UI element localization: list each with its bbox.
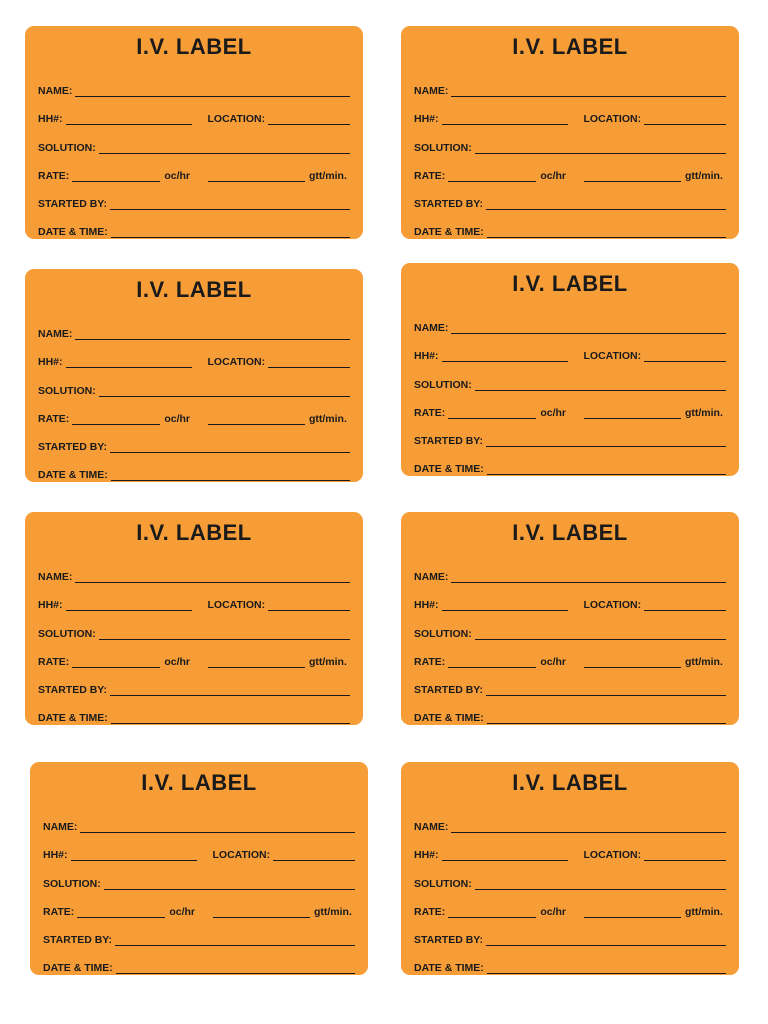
location-blank: [644, 114, 726, 125]
hh-blank: [442, 114, 568, 125]
hh-location-row: [414, 583, 726, 611]
iv-label-3: [25, 269, 363, 482]
iv-label-4: [401, 263, 739, 476]
solution-label: SOLUTION:: [414, 141, 472, 154]
solution-blank: [99, 629, 350, 640]
hh-blank: [66, 114, 192, 125]
name-label: NAME:: [414, 85, 449, 98]
started-by-row: [414, 182, 726, 210]
hh-location-row: [414, 97, 726, 125]
label-fields: [38, 555, 350, 724]
rate-cchr-blank: [448, 171, 536, 182]
iv-label-5: [25, 512, 363, 725]
name-blank: [75, 86, 350, 97]
name-row: [414, 555, 726, 583]
name-label: NAME:: [38, 85, 73, 98]
date-time-label: DATE & TIME:: [414, 463, 484, 476]
date-time-row: [414, 946, 726, 974]
hh-label: HH#:: [414, 849, 439, 862]
name-blank: [80, 822, 355, 833]
label-title: I.V. LABEL: [512, 34, 628, 59]
rate-row: [414, 890, 726, 918]
rate-gtt-blank: [208, 657, 305, 668]
name-row: [414, 306, 726, 334]
unit-cchr: oc/hr: [164, 169, 190, 182]
name-label: NAME:: [414, 571, 449, 584]
started-by-row: [414, 419, 726, 447]
solution-blank: [475, 879, 726, 890]
iv-label-8: [401, 762, 739, 975]
label-fields: [43, 805, 355, 974]
rate-cchr-blank: [72, 171, 160, 182]
hh-location-row: [414, 334, 726, 362]
solution-row: [414, 362, 726, 390]
unit-gtt: gtt/min.: [308, 655, 347, 668]
name-blank: [451, 822, 726, 833]
hh-label: HH#:: [414, 599, 439, 612]
rate-gtt-blank: [208, 414, 305, 425]
hh-label: HH#:: [38, 356, 63, 369]
date-time-row: [38, 453, 350, 481]
rate-gtt-blank: [584, 907, 681, 918]
date-time-row: [414, 696, 726, 724]
date-time-row: [38, 696, 350, 724]
hh-label: HH#:: [38, 599, 63, 612]
rate-label: RATE:: [414, 655, 446, 668]
name-label: NAME:: [38, 328, 73, 341]
name-row: [43, 805, 355, 833]
hh-blank: [66, 357, 192, 368]
date-time-blank: [487, 713, 726, 724]
started-by-blank: [486, 199, 726, 210]
unit-gtt: gtt/min.: [684, 905, 723, 918]
location-blank: [644, 850, 726, 861]
started-by-label: STARTED BY:: [414, 197, 484, 210]
label-fields: [414, 69, 726, 238]
solution-row: [43, 861, 355, 889]
rate-cchr-blank: [448, 657, 536, 668]
date-time-blank: [111, 713, 350, 724]
started-by-blank: [110, 685, 350, 696]
rate-cchr-blank: [77, 907, 165, 918]
solution-blank: [99, 386, 350, 397]
hh-location-row: [38, 97, 350, 125]
rate-gtt-blank: [584, 657, 681, 668]
started-by-row: [43, 918, 355, 946]
location-label: LOCATION:: [583, 599, 642, 612]
name-label: NAME:: [43, 821, 78, 834]
name-row: [38, 312, 350, 340]
unit-cchr: oc/hr: [164, 412, 190, 425]
label-title: I.V. LABEL: [512, 770, 628, 795]
name-row: [414, 805, 726, 833]
name-row: [38, 555, 350, 583]
name-blank: [75, 572, 350, 583]
solution-label: SOLUTION:: [38, 627, 96, 640]
started-by-blank: [110, 199, 350, 210]
rate-label: RATE:: [414, 169, 446, 182]
solution-row: [38, 125, 350, 153]
started-by-row: [38, 425, 350, 453]
date-time-row: [43, 946, 355, 974]
started-by-blank: [486, 935, 726, 946]
label-fields: [38, 69, 350, 238]
started-by-row: [414, 918, 726, 946]
rate-row: [414, 391, 726, 419]
date-time-label: DATE & TIME:: [43, 962, 113, 975]
unit-gtt: gtt/min.: [684, 655, 723, 668]
location-label: LOCATION:: [207, 599, 266, 612]
rate-cchr-blank: [448, 408, 536, 419]
location-blank: [268, 114, 350, 125]
unit-gtt: gtt/min.: [684, 406, 723, 419]
solution-label: SOLUTION:: [38, 384, 96, 397]
location-blank: [644, 351, 726, 362]
location-label: LOCATION:: [583, 350, 642, 363]
date-time-row: [414, 210, 726, 238]
unit-gtt: gtt/min.: [308, 412, 347, 425]
rate-label: RATE:: [38, 412, 70, 425]
rate-cchr-blank: [72, 414, 160, 425]
hh-blank: [66, 600, 192, 611]
label-fields: [414, 555, 726, 724]
date-time-blank: [487, 227, 726, 238]
rate-cchr-blank: [448, 907, 536, 918]
started-by-blank: [110, 442, 350, 453]
hh-blank: [442, 351, 568, 362]
rate-gtt-blank: [584, 408, 681, 419]
solution-row: [414, 125, 726, 153]
rate-cchr-blank: [72, 657, 160, 668]
location-label: LOCATION:: [207, 113, 266, 126]
date-time-label: DATE & TIME:: [414, 712, 484, 725]
name-blank: [451, 323, 726, 334]
iv-label-6: [401, 512, 739, 725]
date-time-blank: [487, 464, 726, 475]
iv-label-2: [401, 26, 739, 239]
date-time-blank: [487, 963, 726, 974]
rate-row: [38, 640, 350, 668]
rate-row: [38, 397, 350, 425]
unit-gtt: gtt/min.: [308, 169, 347, 182]
date-time-blank: [116, 963, 355, 974]
started-by-label: STARTED BY:: [38, 440, 108, 453]
rate-label: RATE:: [414, 406, 446, 419]
location-blank: [273, 850, 355, 861]
hh-label: HH#:: [38, 113, 63, 126]
solution-label: SOLUTION:: [414, 877, 472, 890]
solution-blank: [104, 879, 355, 890]
solution-blank: [99, 143, 350, 154]
hh-blank: [71, 850, 197, 861]
solution-blank: [475, 380, 726, 391]
hh-label: HH#:: [43, 849, 68, 862]
solution-blank: [475, 629, 726, 640]
date-time-blank: [111, 227, 350, 238]
unit-cchr: oc/hr: [540, 406, 566, 419]
hh-location-row: [38, 583, 350, 611]
unit-cchr: oc/hr: [164, 655, 190, 668]
started-by-label: STARTED BY:: [414, 683, 484, 696]
rate-row: [414, 640, 726, 668]
started-by-row: [38, 182, 350, 210]
date-time-label: DATE & TIME:: [38, 469, 108, 482]
date-time-row: [414, 447, 726, 475]
unit-cchr: oc/hr: [540, 169, 566, 182]
location-blank: [268, 357, 350, 368]
name-label: NAME:: [414, 821, 449, 834]
location-label: LOCATION:: [583, 113, 642, 126]
solution-label: SOLUTION:: [414, 627, 472, 640]
name-row: [414, 69, 726, 97]
hh-blank: [442, 850, 568, 861]
unit-gtt: gtt/min.: [684, 169, 723, 182]
name-row: [38, 69, 350, 97]
started-by-label: STARTED BY:: [38, 197, 108, 210]
date-time-blank: [111, 470, 350, 481]
label-title: I.V. LABEL: [512, 271, 628, 296]
label-title: I.V. LABEL: [136, 520, 252, 545]
label-fields: [414, 306, 726, 475]
solution-label: SOLUTION:: [414, 378, 472, 391]
rate-row: [38, 154, 350, 182]
rate-row: [43, 890, 355, 918]
label-title: I.V. LABEL: [136, 34, 252, 59]
hh-blank: [442, 600, 568, 611]
started-by-blank: [486, 685, 726, 696]
name-blank: [451, 572, 726, 583]
unit-cchr: oc/hr: [540, 905, 566, 918]
unit-cchr: oc/hr: [540, 655, 566, 668]
hh-location-row: [43, 833, 355, 861]
location-label: LOCATION:: [207, 356, 266, 369]
started-by-label: STARTED BY:: [43, 933, 113, 946]
started-by-label: STARTED BY:: [414, 434, 484, 447]
solution-row: [38, 368, 350, 396]
started-by-label: STARTED BY:: [38, 683, 108, 696]
solution-label: SOLUTION:: [38, 141, 96, 154]
label-title: I.V. LABEL: [512, 520, 628, 545]
name-blank: [451, 86, 726, 97]
rate-label: RATE:: [38, 655, 70, 668]
hh-location-row: [414, 833, 726, 861]
name-label: NAME:: [38, 571, 73, 584]
location-label: LOCATION:: [212, 849, 271, 862]
unit-cchr: oc/hr: [169, 905, 195, 918]
location-label: LOCATION:: [583, 849, 642, 862]
solution-row: [414, 861, 726, 889]
rate-gtt-blank: [584, 171, 681, 182]
rate-label: RATE:: [43, 905, 75, 918]
name-label: NAME:: [414, 322, 449, 335]
label-title: I.V. LABEL: [141, 770, 257, 795]
solution-row: [414, 611, 726, 639]
hh-label: HH#:: [414, 113, 439, 126]
location-blank: [644, 600, 726, 611]
date-time-label: DATE & TIME:: [414, 962, 484, 975]
rate-gtt-blank: [208, 171, 305, 182]
started-by-row: [414, 668, 726, 696]
location-blank: [268, 600, 350, 611]
started-by-label: STARTED BY:: [414, 933, 484, 946]
rate-label: RATE:: [414, 905, 446, 918]
started-by-row: [38, 668, 350, 696]
label-fields: [414, 805, 726, 974]
hh-location-row: [38, 340, 350, 368]
rate-row: [414, 154, 726, 182]
date-time-row: [38, 210, 350, 238]
iv-label-1: [25, 26, 363, 239]
solution-blank: [475, 143, 726, 154]
solution-row: [38, 611, 350, 639]
unit-gtt: gtt/min.: [313, 905, 352, 918]
label-fields: [38, 312, 350, 481]
date-time-label: DATE & TIME:: [38, 712, 108, 725]
date-time-label: DATE & TIME:: [414, 226, 484, 239]
hh-label: HH#:: [414, 350, 439, 363]
started-by-blank: [486, 436, 726, 447]
rate-gtt-blank: [213, 907, 310, 918]
date-time-label: DATE & TIME:: [38, 226, 108, 239]
iv-label-7: [30, 762, 368, 975]
label-title: I.V. LABEL: [136, 277, 252, 302]
started-by-blank: [115, 935, 355, 946]
name-blank: [75, 329, 350, 340]
solution-label: SOLUTION:: [43, 877, 101, 890]
rate-label: RATE:: [38, 169, 70, 182]
